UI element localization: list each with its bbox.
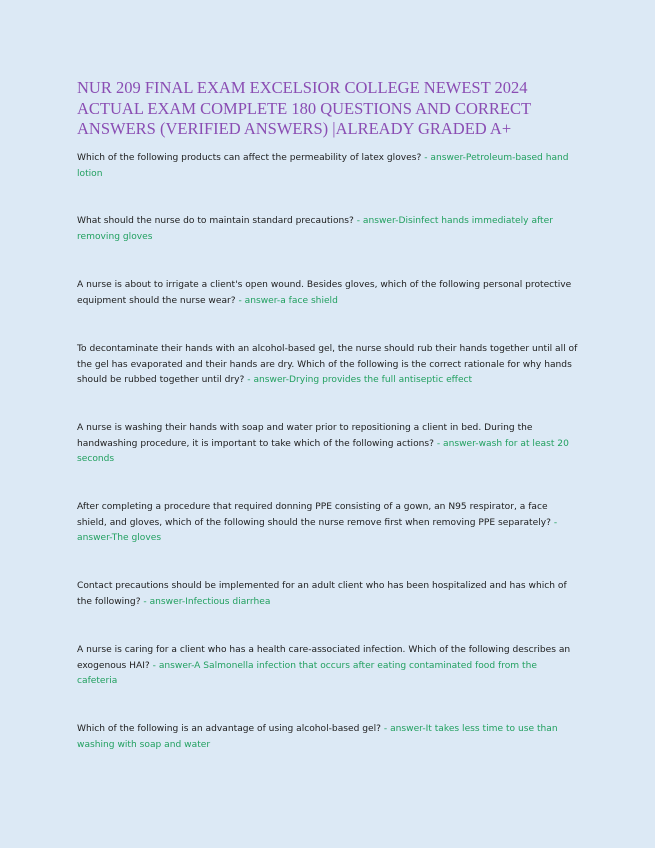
- answer-text: - answer-It takes less time to use than washing with soap and water: [77, 724, 558, 750]
- question-text: A nurse is caring for a client who has a health care-associated infection. Which of the following describes an exogenous HAI?: [77, 645, 571, 671]
- qa-item-7: [77, 579, 580, 610]
- qa-item-6: [77, 500, 580, 547]
- answer-text: - answer-wash for at least 20 seconds: [77, 438, 569, 465]
- question-text: A nurse is about to irrigate a client's open wound. Besides gloves, which of the following personal protective equipment should the nurse wear?: [77, 280, 572, 306]
- qa-item-5: [77, 421, 580, 468]
- question-text: Which of the following products can affect the permeability of latex gloves?: [77, 153, 425, 163]
- qa-item-4: [77, 342, 580, 389]
- question-text: A nurse is washing their hands with soap and water prior to repositioning a client in bed. During the handwashing procedure, it is important to take which of the following actions?: [77, 423, 533, 449]
- question-text: Contact precautions should be implemented for an adult client who has been hospitalized and has which of the following?: [77, 581, 567, 607]
- answer-text: - answer-The gloves: [77, 517, 558, 544]
- answer-text: - answer-a face shield: [238, 295, 338, 306]
- qa-item-2: [77, 214, 580, 245]
- answer-text: - answer-Petroleum-based hand lotion: [77, 153, 569, 179]
- question-text: After completing a procedure that required donning PPE consisting of a gown, an N95 respirator, a face shield, and gloves, which of the following should the nurse remove first when removing PPE separately?: [77, 502, 554, 528]
- question-text: What should the nurse do to maintain standard precautions?: [77, 216, 357, 226]
- question-text: To decontaminate their hands with an alcohol-based gel, the nurse should rub their hands together until all of the gel has evaporated and their hands are dry. Which of the following is the correct rationale for why hands should be rubbed together until dry?: [77, 344, 578, 386]
- answer-text: - answer-A Salmonella infection that occurs after eating contaminated food from the cafeteria: [77, 660, 537, 687]
- qa-item-3: [77, 278, 580, 309]
- qa-item-9: [77, 722, 580, 753]
- qa-item-8: [77, 643, 580, 690]
- answer-text: - answer-Infectious diarrhea: [143, 596, 271, 607]
- qa-item-1: [77, 151, 580, 182]
- answer-text: - answer-Drying provides the full antiseptic effect: [247, 375, 473, 386]
- document-title: NUR 209 FINAL EXAM EXCELSIOR COLLEGE NEWEST 2024 ACTUAL EXAM COMPLETE 180 QUESTIONS AND CORRECT ANSWERS (VERIFIED ANSWERS) |ALREADY GRADED A+: [77, 78, 531, 138]
- question-text: Which of the following is an advantage of using alcohol-based gel?: [77, 724, 384, 734]
- answer-text: - answer-Disinfect hands immediately after removing gloves: [77, 216, 553, 242]
